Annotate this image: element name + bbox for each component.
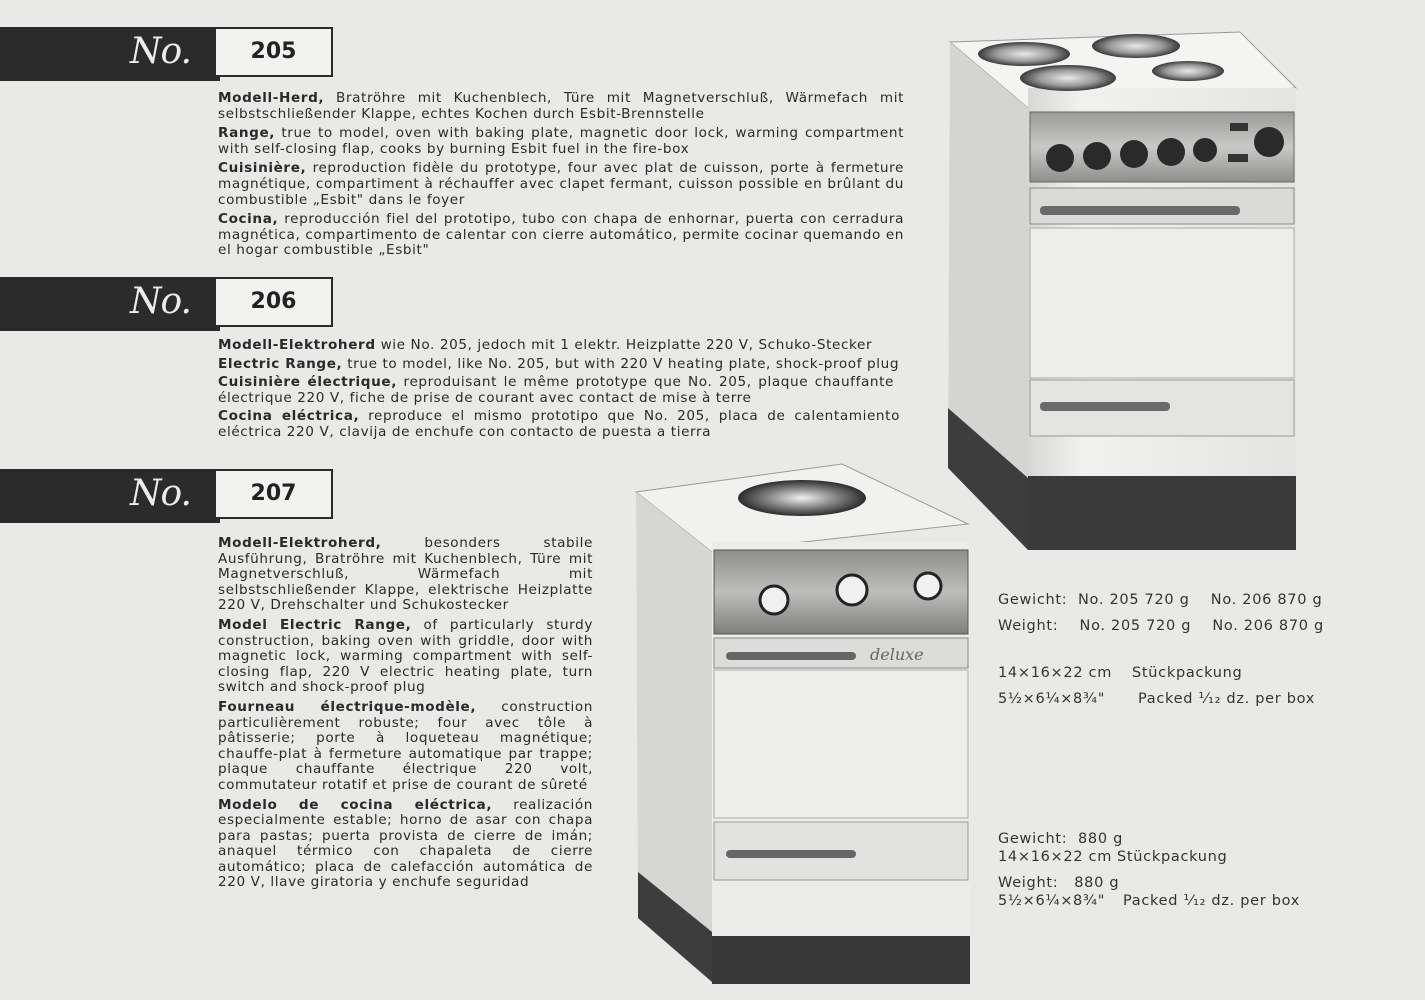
spec-207-size-cm: 14×16×22 cm: [998, 849, 1113, 865]
desc-en: Electric Range, true to model, like No. 205, but with 220 V heating plate, shock-proof plug: [218, 355, 900, 372]
spec-pack-en: Packed ¹⁄₁₂ dz. per box: [1138, 691, 1316, 707]
stove-207-image: [632, 462, 982, 992]
model-207-banner: [0, 469, 335, 523]
desc-fr: Cuisinière, reproduction fidèle du prototype, four avec plat de cuisson, porte à fermeture magnétique, compartiment à réchauffer avec clapet fermant, cuisson possible en brûlant du combustible „Esbit" dans le foyer: [218, 160, 904, 208]
spec-pack-de: Stückpackung: [1132, 665, 1243, 681]
spec-size-in: 5½×6¼×8¾": [998, 691, 1106, 707]
desc-fr: Fourneau électrique-modèle, construction particulièrement robuste; four avec tôle à pâtisserie; porte à loqueteau magnétique; chauffe-plat à fermeture automatique par trappe; plaque chauffante électrique 220 volt, commutateur rotatif et prise de courant de sûreté: [218, 698, 593, 793]
no-label: No.: [130, 473, 191, 514]
desc-en: Range, true to model, oven with baking plate, magnetic door lock, warming compartment with self-closing flap, cooks by burning Esbit fuel in the fire-box: [218, 125, 904, 157]
model-205-banner: [0, 27, 335, 81]
brand-script: deluxe: [870, 645, 924, 664]
spec-207-pack-de: Stückpackung: [1117, 849, 1228, 865]
desc-es: Cocina, reproducción fiel del prototipo, tubo con chapa de enhornar, puerta con cerradura magnética, compartimento de calentar con cierre automático, permite cocinar quemando en el hogar combustible „Esbit": [218, 211, 904, 259]
spec-207-weight-en: Weight: 880 g: [998, 875, 1120, 891]
model-number-box: [214, 277, 333, 327]
desc-es: Cocina eléctrica, reproduce el mismo prototipo que No. 205, placa de calentamiento eléctrica 220 V, clavija de enchufe con contacto de puesta a tierra: [218, 408, 900, 440]
stove-205-206-image: [940, 28, 1320, 558]
desc-de: Modell-Elektroherd, besonders stabile Ausführung, Bratröhre mit Kuchenblech, Türe mit Magnetverschluß, Wärmefach mit selbstschließender Klappe, elektrische Heizplatte 220 V, Drehschalter und Schukostecker: [218, 535, 593, 614]
no-label: No.: [130, 281, 191, 322]
spec-207-size-in: 5½×6¼×8¾": [998, 893, 1106, 909]
no-label: No.: [130, 31, 191, 72]
desc-es: Modelo de cocina eléctrica, realización especialmente estable; horno de asar con chapa para pastas; puerta provista de cierre de imán; anaquel térmico con chapaleta de cierre automático; placa de calefacción automática de 220 V, llave giratoria y enchufe seguridad: [218, 796, 593, 891]
desc-fr: Cuisinière électrique, reproduisant le même prototype que No. 205, plaque chauffante électrique 220 V, fiche de prise de courant avec contact de mise à terre: [218, 374, 894, 406]
desc-de: Modell-Herd, Bratröhre mit Kuchenblech, Türe mit Magnetverschluß, Wärmefach mit selbstschließender Klappe, echtes Kochen durch Esbit-Brennstelle: [218, 90, 904, 122]
model-number: 207: [250, 481, 297, 506]
model-205-description: [218, 91, 904, 263]
desc-en: Model Electric Range, of particularly sturdy construction, baking oven with griddle, door with magnetic lock, warming compartment with self-closing flap, 220 V electric heating plate, turn switch and shock-proof plug: [218, 616, 593, 696]
spec-207-pack-en: Packed ¹⁄₁₂ dz. per box: [1123, 893, 1301, 909]
spec-weight-de: Gewicht: No. 205 720 g No. 206 870 g: [998, 592, 1323, 608]
spec-weight-en: Weight: No. 205 720 g No. 206 870 g: [998, 618, 1324, 634]
model-207-description: [218, 536, 593, 895]
model-number: 206: [250, 289, 297, 314]
model-number: 205: [250, 39, 297, 64]
model-206-banner: [0, 277, 335, 331]
model-number-box: [214, 469, 333, 519]
model-206-description: [218, 338, 904, 445]
model-number-box: [214, 27, 333, 77]
desc-de: Modell-Elektroherd wie No. 205, jedoch mit 1 elektr. Heizplatte 220 V, Schuko-Stecker: [218, 337, 873, 353]
spec-207-weight-de: Gewicht: 880 g: [998, 831, 1123, 847]
spec-size-cm: 14×16×22 cm: [998, 665, 1113, 681]
